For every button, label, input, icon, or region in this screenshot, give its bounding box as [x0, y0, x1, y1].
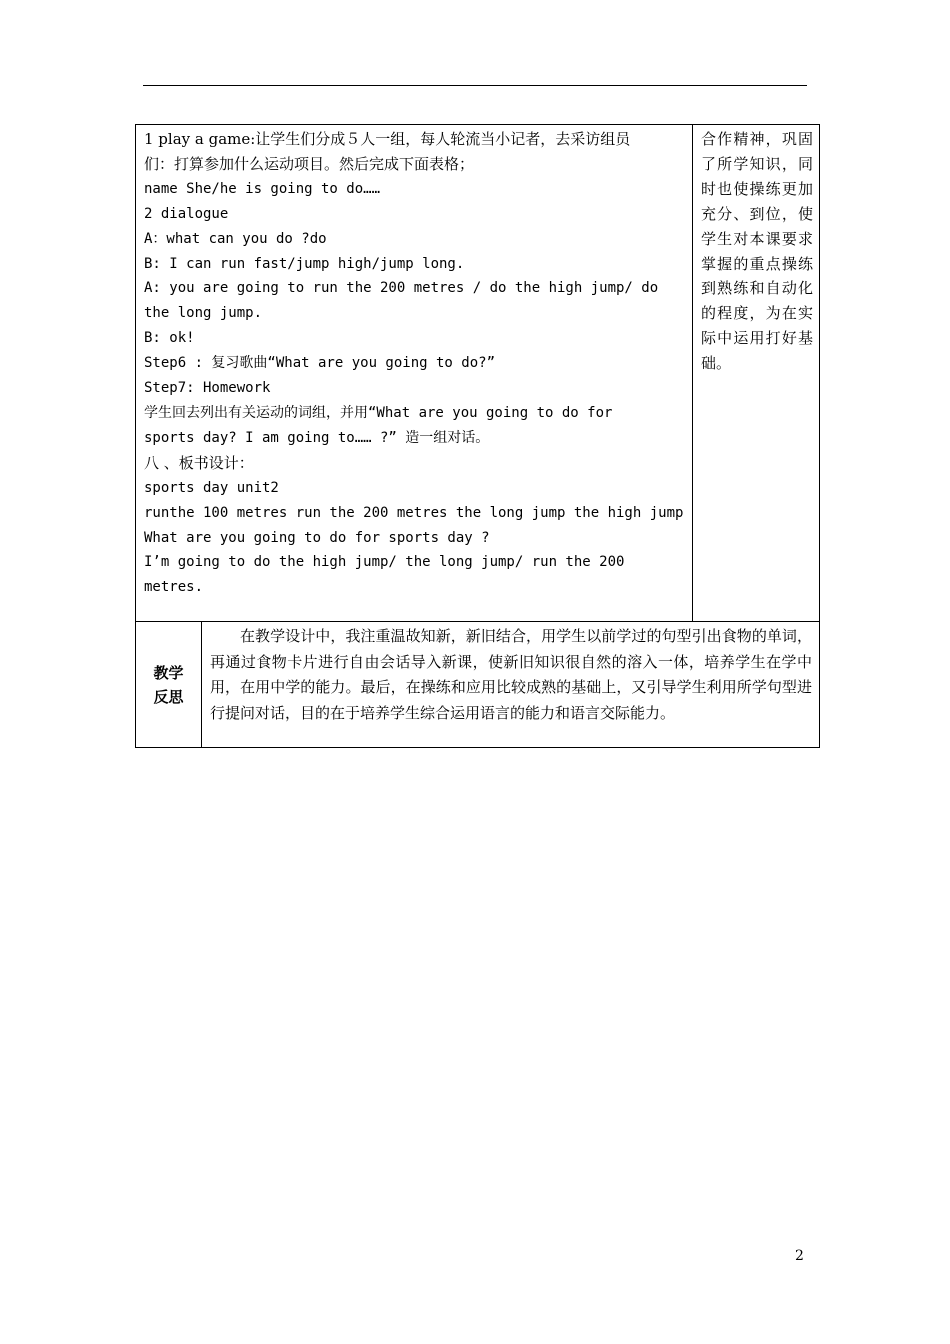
procedure-line: sports day? I am going to…… ?” 造一组对话。 — [144, 429, 490, 446]
procedure-line: metres. — [144, 579, 204, 596]
procedure-line: runthe 100 metres run the 200 metres the long jump the high jump — [144, 504, 684, 521]
procedure-line: 2 dialogue — [144, 205, 229, 222]
procedure-row — [136, 125, 820, 622]
lesson-plan-table — [135, 124, 820, 748]
procedure-line: 八 、板书设计： — [144, 453, 254, 472]
procedure-line: the long jump. — [144, 305, 263, 322]
reflection-text: 在教学设计中，我注重温故知新，新旧结合，用学生以前学过的句型引出食物的单词，再通过食物卡片进行自由会话导入新课，使新旧知识很自然的溶入一体，培养学生在学中用，在用中学的能力。最后，在操练和应用比较成熟的基础上，又引导学生利用所学句型进行提问对话，目的在于培养学生综合运用语言的能力和语言交际能力。 — [210, 627, 812, 722]
procedure-line: B: ok! — [144, 330, 195, 347]
procedure-line: What are you going to do for sports day ? — [144, 529, 490, 546]
procedure-line: sports day unit2 — [144, 479, 279, 496]
procedure-line: A: you are going to run the 200 metres / do the high jump/ do — [144, 280, 659, 297]
reflection-label-line: 反思 — [153, 687, 184, 706]
reflection-label-cell — [136, 622, 202, 748]
design-intent-text: 合作精神，巩固了所学知识，同时也使操练更加充分、到位，使学生对本课要求掌握的重点操练到熟练和自动化的程度，为在实际中运用打好基础。 — [701, 130, 813, 373]
procedure-line: 们：打算参加什么运动项目。然后完成下面表格； — [144, 154, 475, 173]
design-intent-cell — [693, 125, 820, 622]
header-rule — [143, 85, 807, 86]
page-number: 2 — [795, 1248, 804, 1264]
procedure-line: B: I can run fast/jump high/jump long. — [144, 255, 465, 272]
procedure-line: 1 play a game:让学生们分成５人一组，每人轮流当小记者，去采访组员 — [144, 130, 631, 148]
procedure-line: A：what can you do ?do — [144, 230, 327, 247]
reflection-label-line: 教学 — [153, 663, 184, 682]
procedure-line: I’m going to do the high jump/ the long jump/ run the 200 — [144, 554, 625, 571]
reflection-row — [136, 622, 820, 748]
reflection-text-cell — [202, 622, 820, 748]
procedure-line: 学生回去列出有关运动的词组，并用“What are you going to do for — [144, 404, 613, 421]
procedure-line: Step7: Homework — [144, 380, 271, 397]
procedure-line: Step6 : 复习歌曲“What are you going to do?” — [144, 355, 496, 372]
procedure-line: name She/he is going to do…… — [144, 180, 381, 197]
procedure-cell — [136, 125, 693, 622]
